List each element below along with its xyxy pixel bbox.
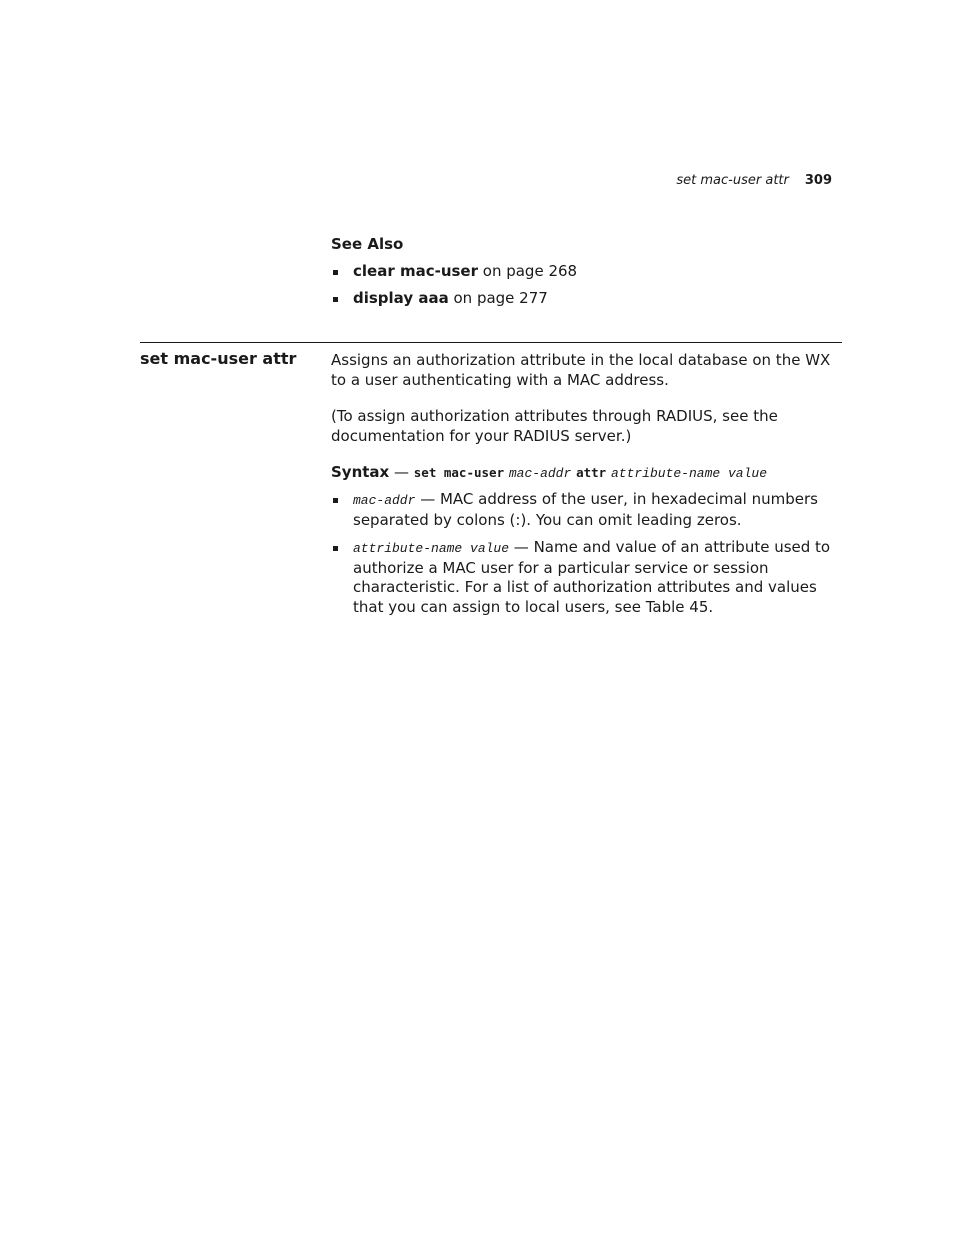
section-divider xyxy=(140,342,842,343)
syntax-label: Syntax xyxy=(331,463,390,481)
section-description: Assigns an authorization attribute in the local database on the WX to a user authenticating with a MAC address. xyxy=(331,351,831,389)
see-also-ref: on page 268 xyxy=(478,262,578,280)
see-also-item xyxy=(331,289,843,309)
syntax-command: set mac-user xyxy=(413,465,505,480)
section-heading: set mac-user attr xyxy=(140,349,297,368)
bullet-icon xyxy=(333,546,338,551)
syntax-keyword: attr xyxy=(576,465,607,480)
see-also-title: See Also xyxy=(331,235,404,253)
parameter-name: attribute-name value xyxy=(353,541,510,556)
running-head xyxy=(676,172,832,189)
bullet-icon xyxy=(333,498,338,503)
see-also-list xyxy=(331,262,843,309)
parameter-item xyxy=(331,490,843,530)
see-also-command[interactable]: clear mac-user xyxy=(353,262,478,280)
syntax-dash: — xyxy=(389,463,414,481)
syntax-line xyxy=(331,462,843,484)
see-also-command[interactable]: display aaa xyxy=(353,289,449,307)
page-number: 309 xyxy=(804,173,832,188)
bullet-icon xyxy=(333,270,338,275)
bullet-icon xyxy=(333,297,338,302)
syntax-argument: attribute-name value xyxy=(610,466,767,481)
parameter-name: mac-addr xyxy=(353,493,416,508)
parameter-item xyxy=(331,538,843,617)
syntax-argument: mac-addr xyxy=(508,466,572,481)
see-also-ref: on page 277 xyxy=(448,289,548,307)
parameter-list xyxy=(331,490,843,617)
section-note: (To assign authorization attributes through RADIUS, see the documentation for your RADIUS server.) xyxy=(331,407,778,445)
parameter-description: — Name and value of an attribute used to authorize a MAC user for a particular service or session characteristic. For a list of authorization attributes and values that you can assign to local users, see Table 45. xyxy=(353,538,831,616)
parameter-description: — MAC address of the user, in hexadecimal numbers separated by colons (:). You can omit leading zeros. xyxy=(353,490,818,529)
see-also-item xyxy=(331,262,843,282)
running-head-title: set mac-user attr xyxy=(676,173,789,188)
